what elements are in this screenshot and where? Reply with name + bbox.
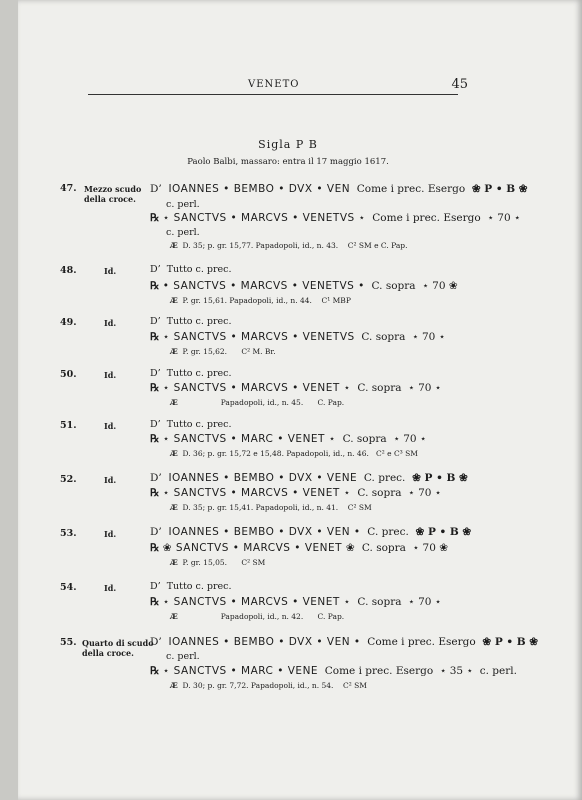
reverse-line: ℞ ⋆ SANCTVS • MARCVS • VENET ⋆ C. sopra ⋆ 70 ⋆	[150, 487, 442, 499]
entry-denomination: Id.	[104, 266, 117, 276]
entry-number: 47.	[60, 183, 77, 194]
metal-info-line: Æ P. gr. 15,05. C² SM	[170, 558, 266, 567]
obverse-line: D’ Tutto c. prec.	[150, 368, 232, 379]
reverse-line: ℞ ❀ SANCTVS • MARCVS • VENET ❀ C. sopra ⋆ 70 ❀	[150, 542, 449, 554]
entry-number: 49.	[60, 317, 77, 328]
reverse-line: ℞ ⋆ SANCTVS • MARCVS • VENET ⋆ C. sopra ⋆ 70 ⋆	[150, 382, 442, 394]
entry-denomination: Id.	[104, 370, 117, 380]
entry-number: 53.	[60, 528, 77, 539]
metal-info-line: Æ D. 30; p. gr. 7,72. Papadopoli, id., n. 54. C² SM	[170, 681, 367, 690]
section-subtitle: Paolo Balbi, massaro: entra il 17 maggio 1617.	[187, 157, 389, 167]
entry-number: 50.	[60, 369, 77, 380]
reverse-continuation: c. perl.	[166, 227, 200, 238]
metal-info-line: Æ Papadopoli, id., n. 42. C. Pap.	[170, 612, 345, 621]
metal-info-line: Æ D. 35; p. gr. 15,41. Papadopoli, id., n. 41. C² SM	[170, 503, 372, 512]
obverse-continuation: c. perl.	[166, 651, 200, 662]
obverse-line: D’ IOANNES • BEMBO • DVX • VENE C. prec. ❀ P • B ❀	[150, 472, 468, 484]
obverse-continuation: c. perl.	[166, 199, 200, 210]
entry-denomination: Quarto di scudo della croce.	[82, 638, 154, 658]
metal-info-line: Æ P. gr. 15,62. C² M. Br.	[170, 347, 276, 356]
book-page	[18, 0, 582, 800]
metal-info-line: Æ Papadopoli, id., n. 45. C. Pap.	[170, 398, 345, 407]
entry-denomination: Mezzo scudo della croce.	[84, 184, 142, 204]
metal-info-line: Æ D. 35; p. gr. 15,77. Papadopoli, id., n. 43. C² SM e C. Pap.	[170, 241, 408, 250]
running-title: VENETO	[248, 79, 300, 90]
obverse-line: D’ IOANNES • BEMBO • DVX • VEN • Come i prec. Esergo ❀ P • B ❀	[150, 636, 539, 648]
entry-number: 54.	[60, 582, 77, 593]
entry-denomination: Id.	[104, 583, 117, 593]
metal-info-line: Æ D. 36; p. gr. 15,72 e 15,48. Papadopoli, id., n. 46. C² e C³ SM	[170, 449, 418, 458]
reverse-line: ℞ ⋆ SANCTVS • MARCVS • VENET ⋆ C. sopra ⋆ 70 ⋆	[150, 596, 442, 608]
entry-denomination: Id.	[104, 318, 117, 328]
section-sigla: Sigla P B	[258, 138, 318, 151]
page-number: 45	[451, 77, 468, 92]
obverse-line: D’ Tutto c. prec.	[150, 581, 232, 592]
obverse-line: D’ Tutto c. prec.	[150, 316, 232, 327]
entry-number: 51.	[60, 420, 77, 431]
entry-number: 48.	[60, 265, 77, 276]
obverse-line: D’ Tutto c. prec.	[150, 264, 232, 275]
reverse-line: ℞ • SANCTVS • MARCVS • VENETVS • C. sopra ⋆ 70 ❀	[150, 280, 458, 292]
obverse-line: D’ IOANNES • BEMBO • DVX • VEN • C. prec. ❀ P • B ❀	[150, 526, 472, 538]
entry-denomination: Id.	[104, 421, 117, 431]
reverse-line: ℞ ⋆ SANCTVS • MARCVS • VENETVS C. sopra ⋆ 70 ⋆	[150, 331, 446, 343]
obverse-line: D’ IOANNES • BEMBO • DVX • VEN Come i prec. Esergo ❀ P • B ❀	[150, 183, 528, 195]
page-header	[88, 76, 468, 95]
entry-denomination: Id.	[104, 475, 117, 485]
reverse-line: ℞ ⋆ SANCTVS • MARCVS • VENETVS ⋆ Come i prec. Esergo ⋆ 70 ⋆	[150, 212, 521, 224]
entry-number: 52.	[60, 474, 77, 485]
entry-number: 55.	[60, 637, 77, 648]
metal-info-line: Æ P. gr. 15,61. Papadopoli, id., n. 44. C¹ MBP	[170, 296, 351, 305]
entry-denomination: Id.	[104, 529, 117, 539]
reverse-line: ℞ ⋆ SANCTVS • MARC • VENET ⋆ C. sopra ⋆ 70 ⋆	[150, 433, 427, 445]
reverse-line: ℞ ⋆ SANCTVS • MARC • VENE Come i prec. Esergo ⋆ 35 ⋆ c. perl.	[150, 665, 517, 677]
obverse-line: D’ Tutto c. prec.	[150, 419, 232, 430]
